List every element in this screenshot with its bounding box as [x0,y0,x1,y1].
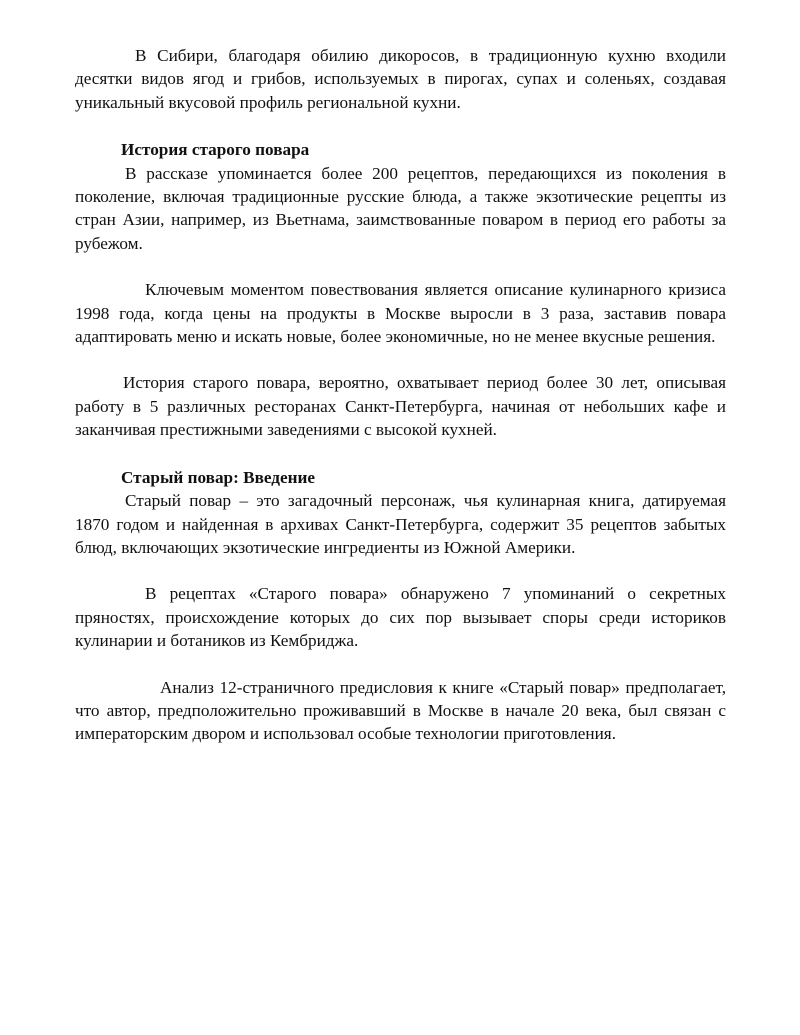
document-body [75,44,726,746]
section1-paragraph-2: Ключевым моментом повествования является описание кулинарного кризиса 1998 года, когда цены на продукты в Москве выросли в 3 раза, заставив повара адаптировать меню и искать новые, более экономичные, но не менее вкусные решения. [75,280,726,347]
section1-paragraph-1: В рассказе упоминается более 200 рецептов, передающихся из поколения в поколение, включая традиционные русские блюда, а также экзотические рецепты из стран Азии, например, из Вьетнама, заимствованные поваром в период его работы за рубежом. [75,163,726,253]
section-heading-old-cook-intro: Старый повар: Введение [121,467,316,487]
section-heading-old-cook-story: История старого повара [121,140,310,160]
section2-paragraph-2: В рецептах «Старого повара» обнаружено 7 упоминаний о секретных пряностях, происхождение которых до сих пор вызывает споры среди историков кулинарии и ботаников из Кембриджа. [75,584,726,651]
section1-paragraph-3: История старого повара, вероятно, охватывает период более 30 лет, описывая работу в 5 различных ресторанах Санкт-Петербурга, начиная от небольших кафе и заканчивая престижными заведениями с высокой кухней. [75,373,726,440]
section2-paragraph-3: Анализ 12-страничного предисловия к книге «Старый повар» предполагает, что автор, предположительно проживавший в Москве в начале 20 века, был связан с императорским двором и использовал особые технологии приготовления. [75,677,726,744]
section2-paragraph-1: Старый повар – это загадочный персонаж, чья кулинарная книга, датируемая 1870 годом и найденная в архивах Санкт-Петербурга, содержит 35 рецептов забытых блюд, включающих экзотические ингредиенты из Южной Америки. [75,491,726,557]
intro-paragraph: В Сибири, благодаря обилию дикоросов, в традиционную кухню входили десятки видов ягод и грибов, используемых в пирогах, супах и соленьях, создавая уникальный вкусовой профиль региональной кухни. [75,46,726,112]
